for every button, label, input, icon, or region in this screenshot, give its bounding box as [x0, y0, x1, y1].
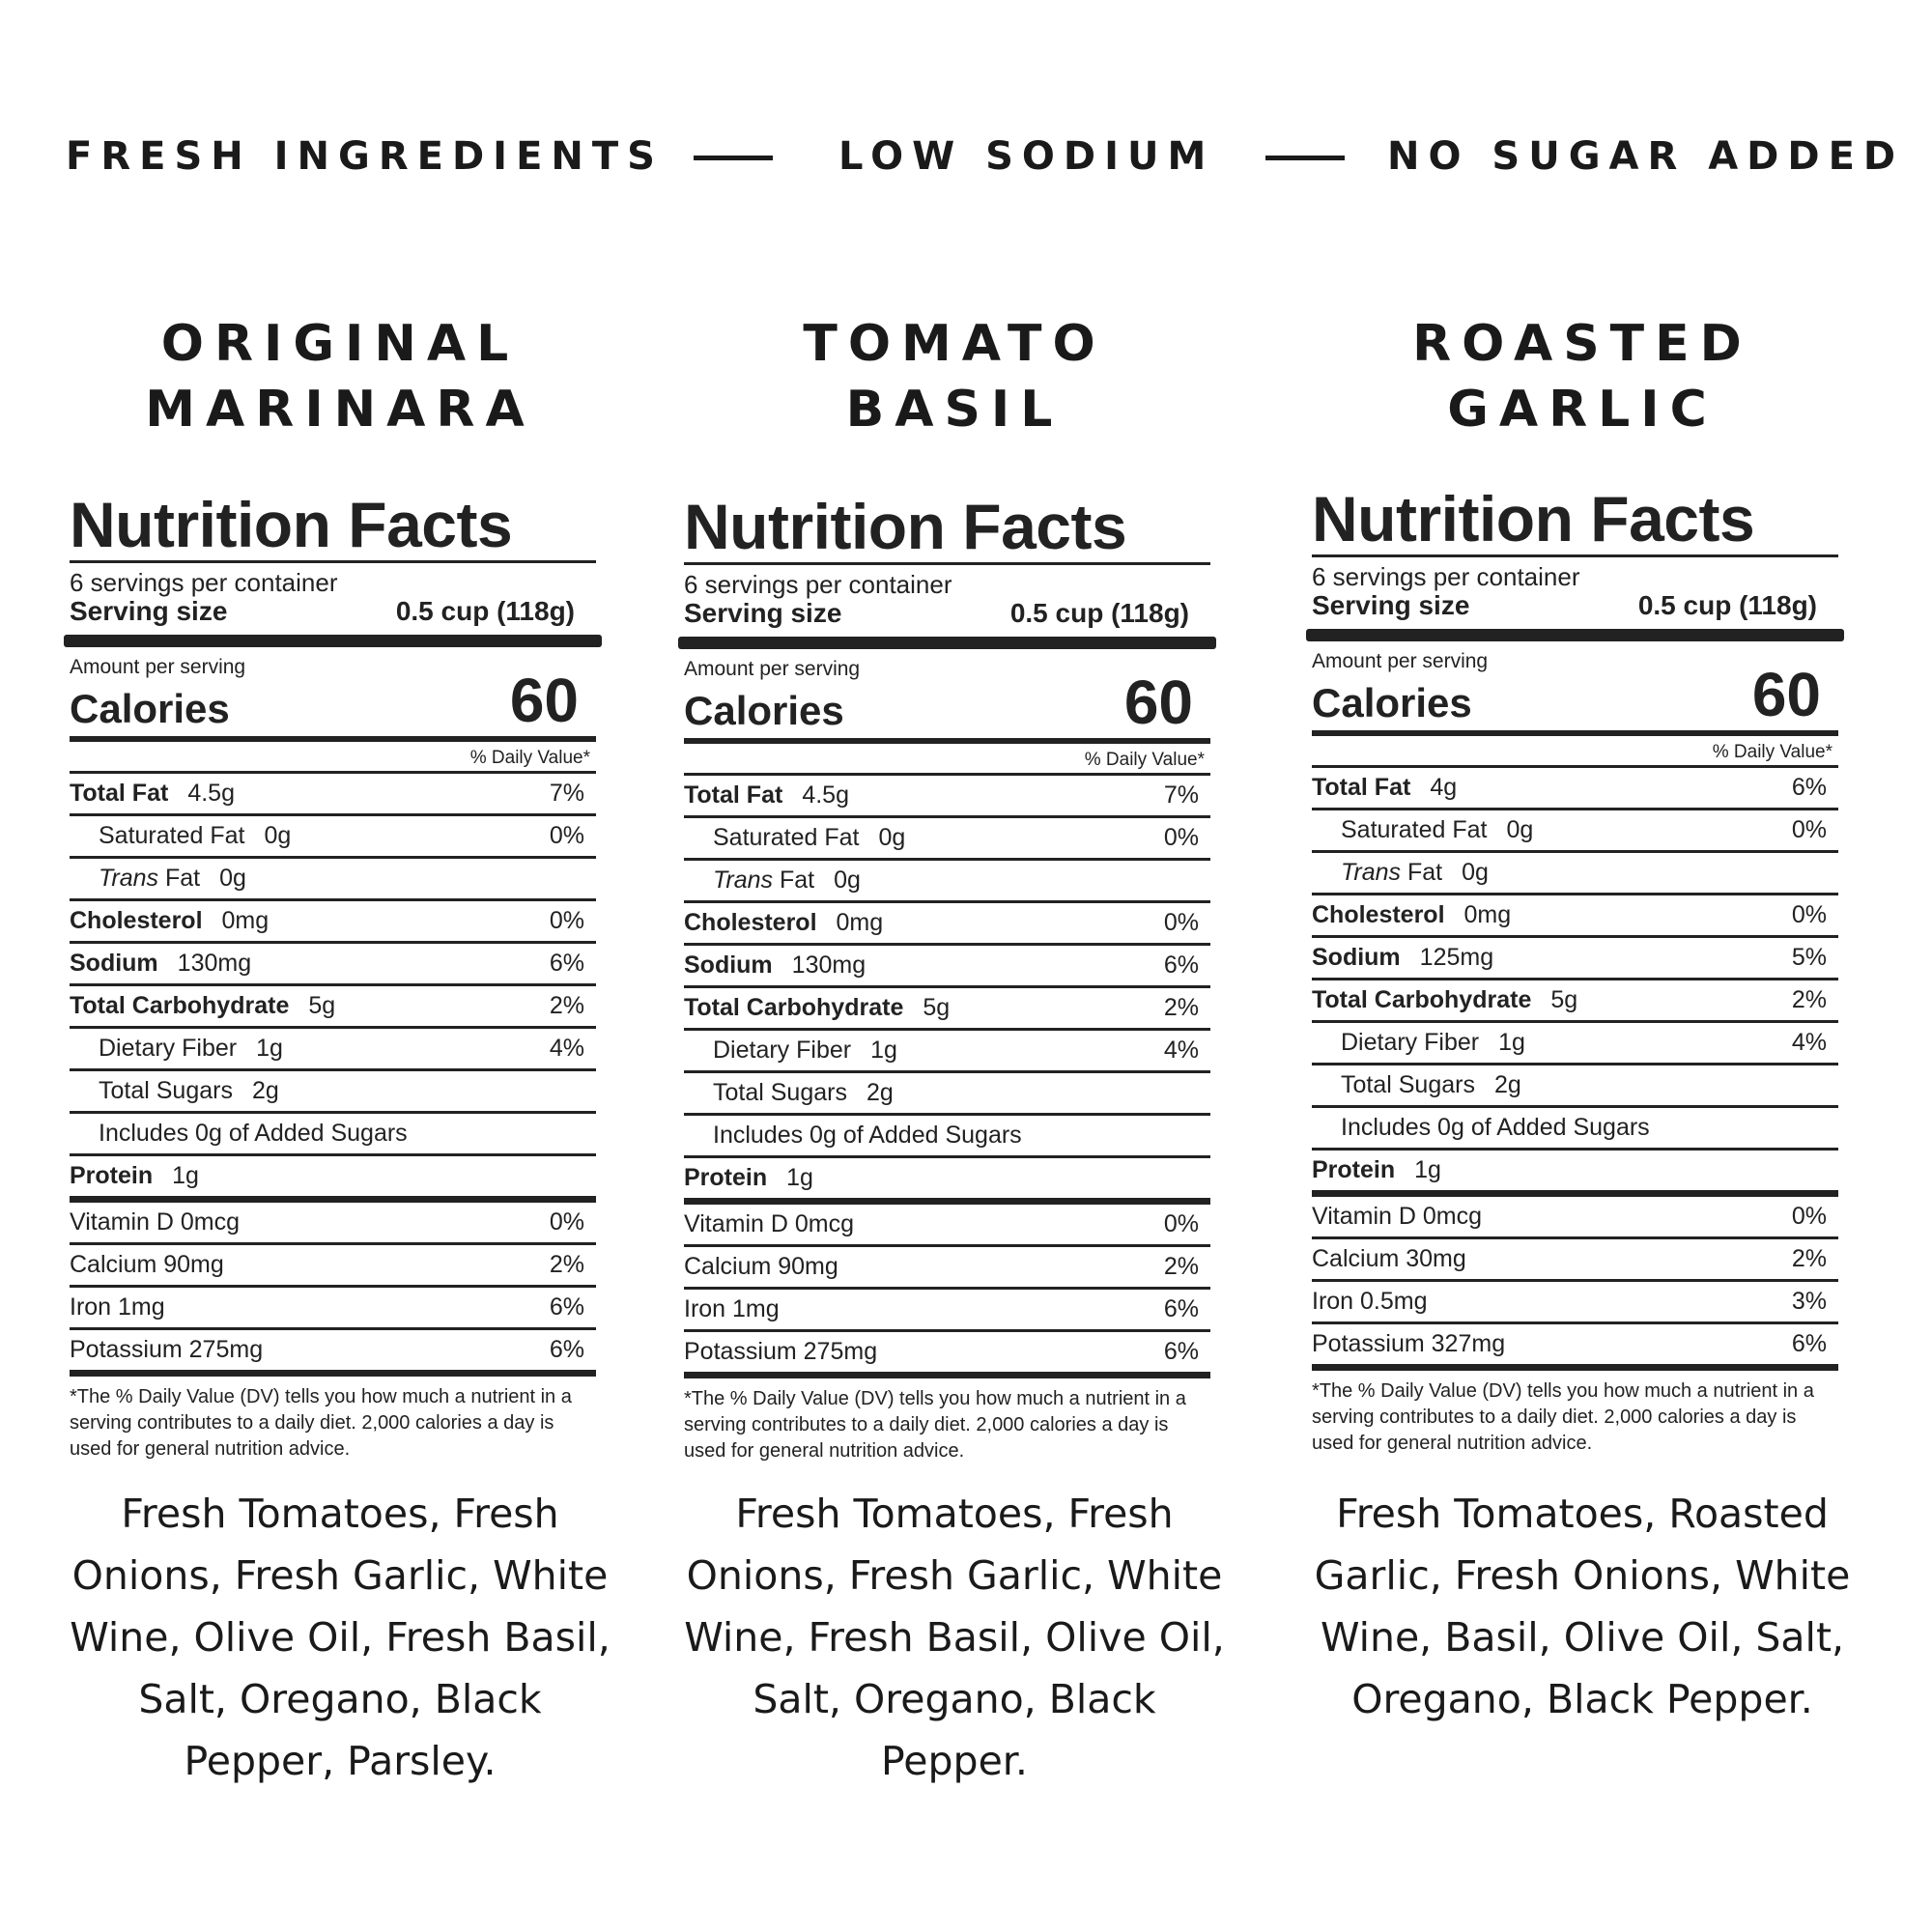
nutrient-label: Protein [70, 1162, 154, 1189]
nutrient-name [713, 1079, 894, 1107]
serving-size-label: Serving size [684, 598, 842, 628]
nutrient-label: Cholesterol [1312, 901, 1445, 928]
nutrient-row [1312, 938, 1838, 980]
nutrient-name [1312, 986, 1577, 1014]
nutrient-label: Cholesterol [684, 909, 817, 936]
nutrient-daily-value: 2% [1163, 994, 1199, 1021]
nutrient-amount: 125mg [1419, 944, 1494, 971]
product-title [684, 311, 1225, 442]
nutrient-amount: 4g [1430, 774, 1458, 801]
nutrient-label: Includes 0g of Added Sugars [1341, 1114, 1650, 1141]
nutrient-label: Cholesterol [70, 907, 203, 934]
nutrient-daily-value: 4% [1163, 1037, 1199, 1064]
nutrient-row [70, 1114, 596, 1156]
nutrient-row [684, 988, 1210, 1031]
nutrition-facts-heading: Nutrition Facts [1312, 483, 1755, 554]
nutrient-row [70, 1071, 596, 1114]
amount-per-serving: Amount per serving [70, 656, 246, 678]
nutrient-daily-value: 0% [1163, 909, 1199, 936]
nutrient-daily-value: 6% [1163, 1295, 1199, 1322]
nutrient-rows [684, 776, 1210, 1378]
nutrient-amount: 1g [172, 1162, 199, 1189]
serving-size-value: 0.5 cup (118g) [1637, 590, 1817, 620]
nutrient-row [1312, 1065, 1838, 1108]
nutrient-name [684, 781, 849, 810]
divider-heavy [64, 635, 602, 647]
nutrition-facts-heading: Nutrition Facts [70, 489, 513, 560]
nutrient-row [684, 1116, 1210, 1158]
nutrient-amount: 0g [219, 865, 246, 892]
nutrient-amount: 1g [870, 1037, 897, 1064]
tagline-fresh-ingredients: FRESH INGREDIENTS [66, 134, 664, 179]
nutrient-row [684, 1247, 1210, 1290]
calories-value: 60 [1751, 660, 1821, 729]
nutrient-name [684, 1164, 813, 1192]
nutrient-daily-value: 7% [549, 780, 584, 807]
nutrient-amount: 2g [866, 1079, 894, 1106]
nutrient-name [713, 824, 905, 852]
nutrient-label-suffix: Fat [773, 867, 815, 894]
nutrient-name [684, 1210, 854, 1238]
nutrient-row [70, 944, 596, 986]
nutrition-facts-label [1312, 483, 1838, 1457]
product-title-line: GARLIC [1447, 381, 1718, 439]
nutrient-amount: 5g [308, 992, 336, 1019]
nutrient-row [684, 1031, 1210, 1073]
nutrient-row [70, 1156, 596, 1203]
nutrient-name [70, 1208, 240, 1236]
calories-label: Calories [1312, 680, 1472, 725]
nutrition-facts-heading: Nutrition Facts [684, 491, 1127, 562]
nutrient-name [1312, 1288, 1428, 1316]
ingredients-list: Fresh Tomatoes, Fresh Onions, Fresh Garlic, White Wine, Fresh Basil, Olive Oil, Salt, Oregano, Black Pepper. [684, 1491, 1225, 1784]
nutrient-name [1312, 1203, 1482, 1231]
nutrient-row [1312, 895, 1838, 938]
nutrient-rows [70, 774, 596, 1377]
ingredients-list: Fresh Tomatoes, Fresh Onions, Fresh Garlic, White Wine, Olive Oil, Fresh Basil, Salt, Oregano, Black Pepper, Parsley. [70, 1491, 611, 1784]
nutrient-name [684, 952, 866, 980]
nutrient-row [684, 946, 1210, 988]
nutrient-daily-value: 0% [549, 907, 584, 934]
nutrient-label: Trans [99, 865, 159, 892]
nutrient-label-suffix: Fat [1401, 859, 1443, 886]
nutrient-name [713, 867, 861, 895]
nutrient-name [713, 1122, 1022, 1150]
serving-size-label: Serving size [70, 596, 228, 626]
nutrient-label: Potassium 275mg [70, 1336, 264, 1363]
nutrient-name [99, 865, 246, 893]
nutrient-row [1312, 853, 1838, 895]
serving-size-value: 0.5 cup (118g) [1009, 598, 1189, 628]
nutrient-label: Trans [1341, 859, 1402, 886]
nutrient-daily-value: 2% [549, 992, 584, 1019]
nutrient-daily-value: 2% [549, 1251, 584, 1278]
calories-value: 60 [1123, 668, 1193, 737]
nutrient-name [70, 1251, 224, 1279]
nutrient-row [70, 859, 596, 901]
nutrient-name [99, 1077, 279, 1105]
nutrient-name [70, 907, 269, 935]
nutrient-name [1341, 1029, 1525, 1057]
nutrient-row [70, 1029, 596, 1071]
nutrient-name [713, 1037, 897, 1065]
product-title-line: BASIL [845, 381, 1064, 439]
nutrient-amount: 0mg [836, 909, 884, 936]
nutrient-label: Vitamin D 0mcg [70, 1208, 240, 1236]
nutrient-amount: 130mg [177, 950, 252, 977]
product-title [70, 311, 611, 442]
nutrient-name [1341, 816, 1533, 844]
nutrient-label: Total Sugars [99, 1077, 233, 1104]
nutrient-daily-value: 0% [1163, 1210, 1199, 1237]
nutrient-label: Protein [684, 1164, 768, 1191]
serving-size-row [684, 598, 1210, 629]
nutrient-amount: 5g [1550, 986, 1578, 1013]
nutrient-label: Saturated Fat [1341, 816, 1488, 843]
nutrient-amount: 0g [1462, 859, 1489, 886]
nutrient-amount: 0g [264, 822, 292, 849]
nutrient-label: Calcium 30mg [1312, 1245, 1466, 1272]
nutrient-name [70, 780, 235, 808]
calories-label: Calories [70, 686, 230, 731]
nutrient-label: Iron 0.5mg [1312, 1288, 1428, 1315]
nutrient-row [684, 1158, 1210, 1205]
nutrient-label: Total Fat [684, 781, 783, 809]
nutrient-label: Potassium 275mg [684, 1338, 878, 1365]
nutrient-label: Calcium 90mg [684, 1253, 838, 1280]
nutrient-row [684, 861, 1210, 903]
nutrient-label: Trans [713, 867, 774, 894]
nutrient-name [70, 1293, 165, 1321]
nutrient-label: Sodium [684, 952, 773, 979]
nutrient-label: Saturated Fat [99, 822, 245, 849]
nutrient-row [1312, 1023, 1838, 1065]
nutrient-row [70, 816, 596, 859]
nutrient-amount: 1g [1414, 1156, 1441, 1183]
nutrient-label: Calcium 90mg [70, 1251, 224, 1278]
nutrient-amount: 1g [1498, 1029, 1525, 1056]
calories-label: Calories [684, 688, 844, 733]
tagline-dash [1265, 156, 1345, 160]
nutrient-daily-value: 4% [1791, 1029, 1827, 1056]
nutrient-label: Dietary Fiber [713, 1037, 852, 1064]
divider [70, 560, 596, 563]
nutrient-daily-value: 3% [1791, 1288, 1827, 1315]
nutrient-row [70, 774, 596, 816]
servings-per-container: 6 servings per container [1312, 562, 1580, 591]
product-title-line: TOMATO [803, 315, 1106, 373]
nutrient-row [684, 903, 1210, 946]
nutrient-row [684, 1205, 1210, 1247]
divider-heavy [1306, 629, 1844, 641]
nutrient-amount: 0g [1506, 816, 1534, 843]
nutrient-daily-value: 2% [1791, 986, 1827, 1013]
nutrient-name [684, 1295, 780, 1323]
serving-size-row [70, 596, 596, 627]
nutrient-row [684, 1290, 1210, 1332]
nutrient-label: Total Carbohydrate [684, 994, 904, 1021]
nutrient-name [684, 1253, 838, 1281]
ingredients-list: Fresh Tomatoes, Roasted Garlic, Fresh Onions, White Wine, Basil, Olive Oil, Salt, Oregano, Black Pepper. [1314, 1491, 1851, 1722]
nutrient-label: Total Fat [1312, 774, 1411, 801]
servings-per-container: 6 servings per container [684, 570, 952, 599]
nutrient-daily-value: 0% [549, 822, 584, 849]
nutrient-daily-value: 6% [1163, 952, 1199, 979]
nutrient-row [70, 1245, 596, 1288]
nutrient-amount: 130mg [791, 952, 867, 979]
nutrient-row [70, 901, 596, 944]
nutrient-label: Potassium 327mg [1312, 1330, 1506, 1357]
nutrient-label: Total Fat [70, 780, 169, 807]
nutrient-row [684, 1073, 1210, 1116]
nutrient-daily-value: 4% [549, 1035, 584, 1062]
nutrient-name [1312, 1245, 1466, 1273]
nutrient-row [1312, 1108, 1838, 1151]
nutrient-name [1312, 774, 1457, 802]
nutrient-daily-value: 0% [1791, 816, 1827, 843]
daily-value-footnote: *The % Daily Value (DV) tells you how much a nutrient in a serving contributes to a daily diet. 2,000 calories a day is used for general nutrition advice. [1312, 1380, 1814, 1454]
nutrient-row [1312, 980, 1838, 1023]
daily-value-footnote: *The % Daily Value (DV) tells you how much a nutrient in a serving contributes to a daily diet. 2,000 calories a day is used for general nutrition advice. [70, 1386, 572, 1460]
nutrient-name [99, 822, 291, 850]
nutrient-name [1312, 1156, 1441, 1184]
nutrient-name [99, 1120, 408, 1148]
nutrient-amount: 2g [1493, 1071, 1521, 1098]
nutrient-amount: 0mg [221, 907, 270, 934]
nutrient-label: Total Sugars [1341, 1071, 1475, 1098]
nutrient-row [684, 776, 1210, 818]
nutrient-row [1312, 768, 1838, 810]
nutrient-row [70, 1330, 596, 1377]
nutrient-label: Vitamin D 0mcg [684, 1210, 854, 1237]
serving-size-row [1312, 590, 1838, 621]
nutrient-amount: 4.5g [802, 781, 849, 809]
nutrient-row [70, 1203, 596, 1245]
nutrient-daily-value: 0% [1791, 1203, 1827, 1230]
nutrient-label: Saturated Fat [713, 824, 860, 851]
nutrient-amount: 1g [256, 1035, 283, 1062]
nutrient-label: Dietary Fiber [1341, 1029, 1480, 1056]
nutrient-row [70, 986, 596, 1029]
amount-per-serving: Amount per serving [684, 658, 861, 680]
nutrient-name [1341, 1071, 1521, 1099]
nutrient-label: Protein [1312, 1156, 1396, 1183]
nutrient-row [684, 818, 1210, 861]
daily-value-header: % Daily Value* [70, 742, 596, 774]
nutrient-row [1312, 1282, 1838, 1324]
tagline-dash [694, 156, 773, 160]
nutrient-row [684, 1332, 1210, 1378]
nutrient-name [1312, 944, 1493, 972]
daily-value-header: % Daily Value* [1312, 736, 1838, 768]
amount-per-serving: Amount per serving [1312, 650, 1489, 672]
nutrient-label: Includes 0g of Added Sugars [99, 1120, 408, 1147]
product-title-line: ROASTED [1412, 315, 1752, 373]
nutrient-label: Iron 1mg [684, 1295, 780, 1322]
nutrient-name [70, 1162, 199, 1190]
nutrient-rows [1312, 768, 1838, 1371]
nutrient-label: Includes 0g of Added Sugars [713, 1122, 1022, 1149]
nutrient-label: Total Sugars [713, 1079, 847, 1106]
nutrient-name [1312, 901, 1511, 929]
nutrient-label: Sodium [1312, 944, 1401, 971]
nutrition-facts-label [684, 491, 1210, 1464]
product-title-line: MARINARA [145, 381, 535, 439]
serving-size-label: Serving size [1312, 590, 1470, 620]
nutrient-daily-value: 5% [1791, 944, 1827, 971]
tagline-no-sugar-added: NO SUGAR ADDED [1387, 134, 1905, 179]
nutrient-row [1312, 1239, 1838, 1282]
daily-value-header: % Daily Value* [684, 744, 1210, 776]
nutrient-daily-value: 0% [549, 1208, 584, 1236]
nutrient-name [70, 992, 335, 1020]
nutrient-daily-value: 0% [1163, 824, 1199, 851]
calories-value: 60 [509, 666, 579, 735]
nutrient-label-suffix: Fat [158, 865, 201, 892]
nutrition-facts-label [70, 489, 596, 1463]
divider-heavy [678, 637, 1216, 649]
nutrient-daily-value: 6% [549, 1293, 584, 1321]
serving-size-value: 0.5 cup (118g) [395, 596, 575, 626]
daily-value-footnote: *The % Daily Value (DV) tells you how much a nutrient in a serving contributes to a daily diet. 2,000 calories a day is used for general nutrition advice. [684, 1388, 1186, 1462]
nutrient-row [1312, 1151, 1838, 1197]
nutrient-name [684, 909, 883, 937]
nutrient-name [99, 1035, 283, 1063]
nutrient-name [1341, 1114, 1650, 1142]
nutrient-amount: 0g [878, 824, 906, 851]
divider [1312, 554, 1838, 557]
nutrient-label: Vitamin D 0mcg [1312, 1203, 1482, 1230]
nutrient-amount: 0mg [1463, 901, 1512, 928]
nutrient-name [70, 1336, 263, 1364]
nutrient-label: Total Carbohydrate [1312, 986, 1532, 1013]
nutrient-daily-value: 0% [1791, 901, 1827, 928]
nutrient-daily-value: 2% [1163, 1253, 1199, 1280]
nutrient-row [1312, 1197, 1838, 1239]
product-title-line: ORIGINAL [160, 315, 520, 373]
tagline [0, 128, 1932, 185]
tagline-low-sodium: LOW SODIUM [838, 134, 1215, 179]
nutrient-daily-value: 6% [1791, 774, 1827, 801]
nutrient-name [70, 950, 251, 978]
nutrient-name [684, 1338, 877, 1366]
servings-per-container: 6 servings per container [70, 568, 338, 597]
nutrient-daily-value: 6% [549, 950, 584, 977]
divider [684, 562, 1210, 565]
nutrient-amount: 4.5g [187, 780, 235, 807]
nutrient-daily-value: 6% [1791, 1330, 1827, 1357]
nutrient-daily-value: 6% [549, 1336, 584, 1363]
nutrient-label: Sodium [70, 950, 158, 977]
nutrient-label: Dietary Fiber [99, 1035, 238, 1062]
nutrient-amount: 2g [251, 1077, 279, 1104]
nutrient-label: Iron 1mg [70, 1293, 165, 1321]
nutrient-amount: 5g [923, 994, 951, 1021]
nutrient-name [1312, 1330, 1505, 1358]
nutrient-name [1341, 859, 1489, 887]
product-title [1312, 311, 1853, 442]
nutrient-daily-value: 2% [1791, 1245, 1827, 1272]
nutrient-name [684, 994, 950, 1022]
nutrient-row [70, 1288, 596, 1330]
nutrient-daily-value: 7% [1163, 781, 1199, 809]
nutrient-daily-value: 6% [1163, 1338, 1199, 1365]
nutrient-amount: 1g [786, 1164, 813, 1191]
nutrient-amount: 0g [834, 867, 861, 894]
nutrient-row [1312, 810, 1838, 853]
nutrient-row [1312, 1324, 1838, 1371]
nutrient-label: Total Carbohydrate [70, 992, 290, 1019]
